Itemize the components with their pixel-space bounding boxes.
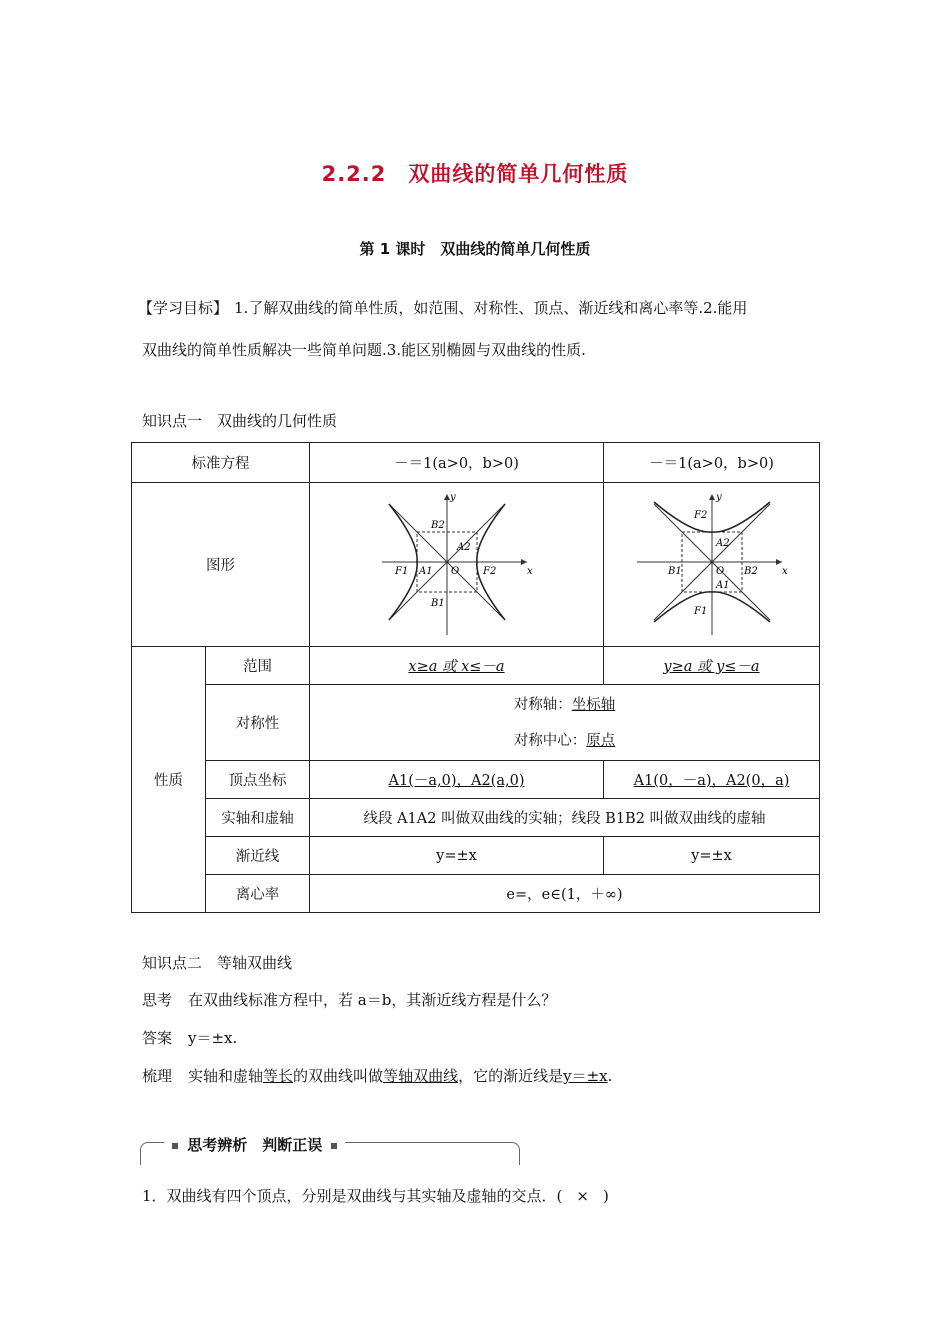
f1-label-2: F1 <box>693 605 707 617</box>
summary-end: . <box>607 1067 613 1085</box>
b1-label-2: B1 <box>667 565 682 577</box>
b1-label: B1 <box>430 597 445 609</box>
b2-label: B2 <box>430 519 445 531</box>
f1-label: F1 <box>394 565 408 577</box>
a2-label: A2 <box>456 541 471 553</box>
knowledge-point-2-heading: 知识点二 等轴双曲线 <box>142 954 293 972</box>
hyperbola-horizontal-graph <box>377 490 537 640</box>
std-eq-2: －＝1(a>0，b>0) <box>604 443 820 483</box>
symmetry-cell <box>310 685 820 761</box>
properties-label: 性质 <box>132 647 206 913</box>
eccentricity-value: e=，e∈(1，＋∞) <box>310 875 820 913</box>
std-eq-1: －＝1(a>0，b>0) <box>310 443 604 483</box>
sym-axis-prefix: 对称轴： <box>513 696 572 713</box>
sym-center-value: 原点 <box>586 732 616 749</box>
origin-label-2: O <box>715 565 724 577</box>
origin-label: O <box>450 565 459 577</box>
eccentricity-label: 离心率 <box>206 875 310 913</box>
summary-pre: 实轴和虚轴 <box>188 1067 264 1085</box>
bullet-square-icon <box>331 1143 337 1149</box>
axis-x-label: x <box>526 565 533 577</box>
axis-y-label-2: y <box>715 491 722 503</box>
bullet-square-icon <box>172 1143 178 1149</box>
question-1-text: 1．双曲线有四个顶点，分别是双曲线与其实轴及虚轴的交点．( <box>142 1187 563 1205</box>
std-eq-label: 标准方程 <box>132 443 310 483</box>
objectives-line1: 1.了解双曲线的简单性质，如范围、对称性、顶点、渐近线和离心率等.2.能用 <box>234 299 748 317</box>
sym-center-prefix: 对称中心： <box>513 732 587 749</box>
answer-text: y＝±x. <box>188 1029 238 1047</box>
axis-x-label-2: x <box>781 565 788 577</box>
think-label: 思考 <box>142 991 173 1009</box>
vertex-2: A1(0，－a)，A2(0，a) <box>633 773 790 789</box>
range-1: x≥a 或 x≤－a <box>408 659 505 675</box>
axes-text: 线段 A1A2 叫做双曲线的实轴；线段 B1B2 叫做双曲线的虚轴 <box>310 799 820 837</box>
properties-table <box>131 442 820 913</box>
answer-row <box>142 1028 237 1048</box>
axes-label: 实轴和虚轴 <box>206 799 310 837</box>
summary-underline-2: 等轴双曲线 <box>383 1067 459 1085</box>
graph-cell-1 <box>310 483 604 647</box>
b2-label-2: B2 <box>743 565 758 577</box>
a1-label: A1 <box>418 565 433 577</box>
section-title: 思考辨析 判断正误 <box>187 1136 323 1154</box>
think-text: 在双曲线标准方程中，若 a＝b，其渐近线方程是什么？ <box>188 991 557 1009</box>
f2-label: F2 <box>482 565 496 577</box>
question-1-mark: × <box>576 1187 589 1205</box>
graph-cell-2 <box>604 483 820 647</box>
section-header-label <box>164 1134 345 1155</box>
summary-post: ，它的渐近线是 <box>458 1067 564 1085</box>
knowledge-point-1-heading: 知识点一 双曲线的几何性质 <box>142 412 338 430</box>
think-row <box>142 990 556 1010</box>
page-title: 2.2.2 双曲线的简单几何性质 <box>321 162 629 186</box>
a2-label-2: A2 <box>715 537 730 549</box>
lesson-subtitle: 第 1 课时 双曲线的简单几何性质 <box>359 240 591 258</box>
f2-label-2: F2 <box>693 509 707 521</box>
question-1 <box>142 1186 609 1206</box>
sym-axis-value: 坐标轴 <box>571 696 616 713</box>
question-1-close: ) <box>602 1187 609 1205</box>
summary-underline-1: 等长 <box>263 1067 294 1085</box>
asymptote-1: y=±x <box>310 837 604 875</box>
summary-label: 梳理 <box>142 1067 173 1085</box>
section-header <box>140 1138 520 1164</box>
range-label: 范围 <box>206 647 310 685</box>
asymptote-label: 渐近线 <box>206 837 310 875</box>
symmetry-label: 对称性 <box>206 685 310 761</box>
answer-label: 答案 <box>142 1029 173 1047</box>
vertex-1: A1(－a,0)，A2(a,0) <box>388 773 525 789</box>
objectives-line2: 双曲线的简单性质解决一些简单问题.3.能区别椭圆与双曲线的性质. <box>142 341 586 359</box>
asymptote-2: y=±x <box>604 837 820 875</box>
axis-y-label: y <box>449 491 456 503</box>
summary-underline-3: y＝±x <box>563 1067 608 1085</box>
range-2: y≥a 或 y≤－a <box>663 659 760 675</box>
vertex-label: 顶点坐标 <box>206 761 310 799</box>
learning-objectives <box>138 298 828 318</box>
graph-label: 图形 <box>132 483 310 647</box>
objectives-label: 【学习目标】 <box>138 299 229 317</box>
summary-row <box>142 1066 612 1086</box>
summary-mid: 的双曲线叫做 <box>293 1067 384 1085</box>
a1-label-2: A1 <box>715 579 730 591</box>
hyperbola-vertical-graph <box>632 490 792 640</box>
